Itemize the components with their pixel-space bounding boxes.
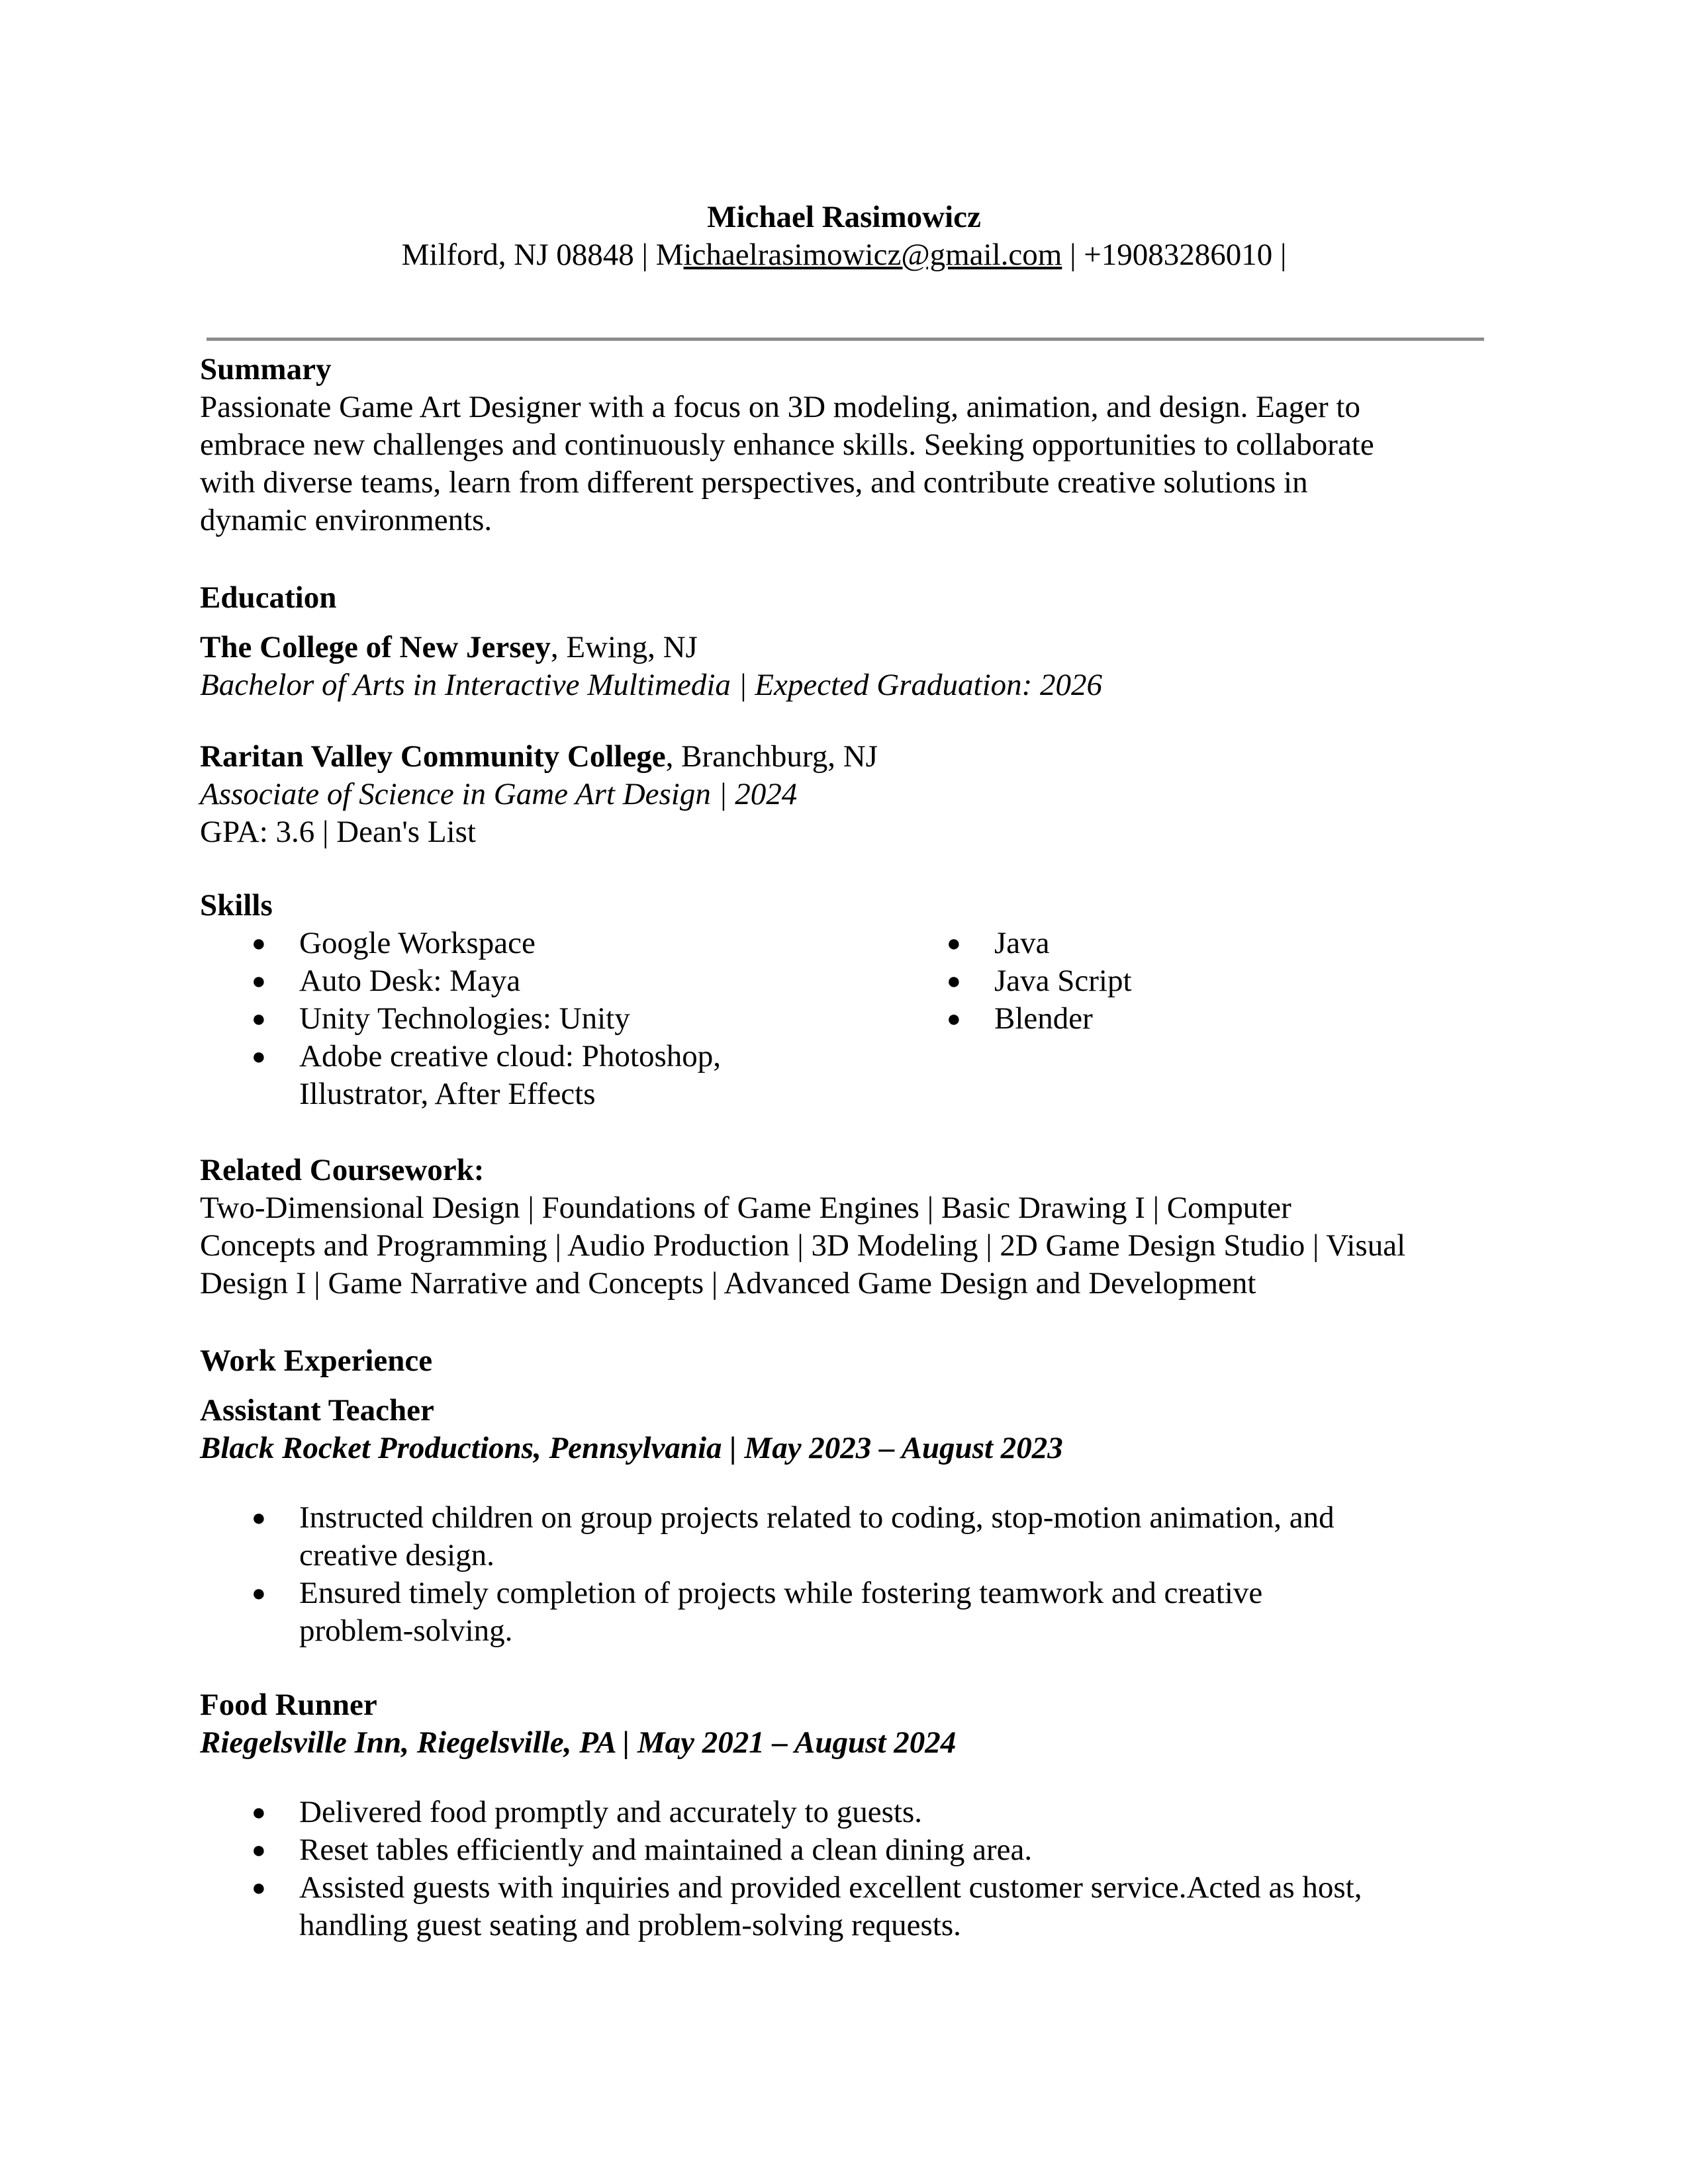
bullet-icon: ● bbox=[252, 1580, 266, 1606]
bullet-text: Ensured timely completion of projects while fostering teamwork and creative bbox=[299, 1576, 1263, 1610]
skills-right-column bbox=[895, 925, 1425, 1038]
summary-section bbox=[200, 351, 1497, 539]
skills-heading: Skills bbox=[200, 888, 273, 923]
bullet-text: Delivered food promptly and accurately to guests. bbox=[299, 1795, 923, 1829]
contact-phone: | +19083286010 | bbox=[1062, 238, 1287, 272]
skill-label: Unity Technologies: Unity bbox=[299, 1001, 630, 1036]
summary-line: embrace new challenges and continuously enhance skills. Seeking opportunities to collaborate bbox=[200, 428, 1374, 462]
bullet-icon: ● bbox=[947, 1005, 961, 1032]
skill-label: Java bbox=[994, 926, 1050, 960]
summary-line: with diverse teams, learn from different perspectives, and contribute creative solutions in bbox=[200, 465, 1308, 500]
bullet-text: Instructed children on group projects related to coding, stop-motion animation, and bbox=[299, 1500, 1335, 1535]
job-bullet bbox=[200, 1499, 1497, 1574]
coursework-heading: Related Coursework: bbox=[200, 1153, 485, 1187]
skill-item bbox=[895, 962, 1425, 1000]
contact-line bbox=[0, 236, 1688, 274]
resume-header bbox=[0, 199, 1688, 274]
skill-item bbox=[200, 962, 862, 1000]
bullet-icon: ● bbox=[252, 1043, 266, 1069]
school-name: The College of New Jersey bbox=[200, 630, 551, 664]
school-line bbox=[200, 629, 1497, 666]
job-bullet bbox=[200, 1574, 1497, 1650]
bullet-icon: ● bbox=[252, 930, 266, 956]
bullet-text: problem-solving. bbox=[299, 1614, 513, 1648]
email-link[interactable]: ichaelrasimowicz@gmail.com bbox=[683, 238, 1062, 272]
school-line bbox=[200, 738, 1497, 776]
job-bullet bbox=[200, 1794, 1497, 1831]
degree-line: Associate of Science in Game Art Design | 2024 bbox=[200, 777, 798, 811]
school-location: , Branchburg, NJ bbox=[665, 739, 878, 774]
bullet-icon: ● bbox=[252, 1504, 266, 1531]
education-heading: Education bbox=[200, 580, 337, 615]
skills-list bbox=[895, 925, 1425, 1038]
job-org: Riegelsville Inn, Riegelsville, PA | May 2021 – August 2024 bbox=[200, 1725, 957, 1760]
job-title: Food Runner bbox=[200, 1688, 377, 1722]
skill-item bbox=[200, 925, 862, 962]
bullet-icon: ● bbox=[947, 968, 961, 994]
bullet-text: creative design. bbox=[299, 1538, 494, 1572]
bullet-text: handling guest seating and problem-solving requests. bbox=[299, 1908, 961, 1942]
bullet-icon: ● bbox=[252, 1874, 266, 1901]
skill-label: Blender bbox=[994, 1001, 1093, 1036]
education-entry bbox=[200, 629, 1497, 704]
education-entry bbox=[200, 738, 1497, 851]
bullet-icon: ● bbox=[252, 1837, 266, 1863]
school-name: Raritan Valley Community College bbox=[200, 739, 666, 774]
job-bullets bbox=[200, 1499, 1497, 1650]
degree-line: Bachelor of Arts in Interactive Multimedia | Expected Graduation: 2026 bbox=[200, 668, 1103, 702]
skill-item bbox=[895, 925, 1425, 962]
skills-left-column bbox=[200, 925, 862, 1113]
coursework-section bbox=[200, 1152, 1497, 1302]
candidate-name: Michael Rasimowicz bbox=[707, 200, 981, 234]
bullet-text: Assisted guests with inquiries and provided excellent customer service.Acted as host, bbox=[299, 1870, 1362, 1905]
header-divider bbox=[207, 338, 1484, 341]
summary-heading: Summary bbox=[200, 352, 332, 387]
job-entry bbox=[200, 1392, 1497, 1467]
skill-label: Illustrator, After Effects bbox=[299, 1077, 596, 1111]
bullet-text: Reset tables efficiently and maintained a clean dining area. bbox=[299, 1833, 1033, 1867]
job-title: Assistant Teacher bbox=[200, 1393, 434, 1428]
skill-item bbox=[200, 1038, 862, 1113]
bullet-icon: ● bbox=[252, 968, 266, 994]
bullet-icon: ● bbox=[252, 1799, 266, 1825]
coursework-line: Design I | Game Narrative and Concepts | Advanced Game Design and Development bbox=[200, 1266, 1256, 1300]
job-bullet-list bbox=[200, 1499, 1497, 1650]
contact-location: Milford, NJ 08848 | M bbox=[401, 238, 684, 272]
job-bullet-list bbox=[200, 1794, 1497, 1944]
job-bullet bbox=[200, 1869, 1497, 1944]
school-location: , Ewing, NJ bbox=[550, 630, 698, 664]
work-heading: Work Experience bbox=[200, 1343, 433, 1378]
job-bullets bbox=[200, 1794, 1497, 1944]
bullet-icon: ● bbox=[252, 1005, 266, 1032]
work-section bbox=[200, 1342, 1497, 1380]
skills-list bbox=[200, 925, 862, 1113]
skill-label: Auto Desk: Maya bbox=[299, 964, 521, 998]
skill-item bbox=[200, 1000, 862, 1038]
bullet-icon: ● bbox=[947, 930, 961, 956]
skill-label: Adobe creative cloud: Photoshop, bbox=[299, 1039, 721, 1073]
skill-label: Google Workspace bbox=[299, 926, 536, 960]
coursework-line: Two-Dimensional Design | Foundations of Game Engines | Basic Drawing I | Computer bbox=[200, 1191, 1291, 1225]
summary-line: dynamic environments. bbox=[200, 503, 492, 537]
coursework-line: Concepts and Programming | Audio Production | 3D Modeling | 2D Game Design Studio | Visual bbox=[200, 1228, 1406, 1263]
job-org: Black Rocket Productions, Pennsylvania | May 2023 – August 2023 bbox=[200, 1431, 1063, 1465]
skill-label: Java Script bbox=[994, 964, 1132, 998]
skill-item bbox=[895, 1000, 1425, 1038]
education-section bbox=[200, 579, 1497, 617]
job-bullet bbox=[200, 1831, 1497, 1869]
summary-line: Passionate Game Art Designer with a focus on 3D modeling, animation, and design. Eager to bbox=[200, 390, 1360, 424]
gpa-line: GPA: 3.6 | Dean's List bbox=[200, 815, 476, 849]
job-entry bbox=[200, 1686, 1497, 1762]
skills-section bbox=[200, 887, 1497, 925]
